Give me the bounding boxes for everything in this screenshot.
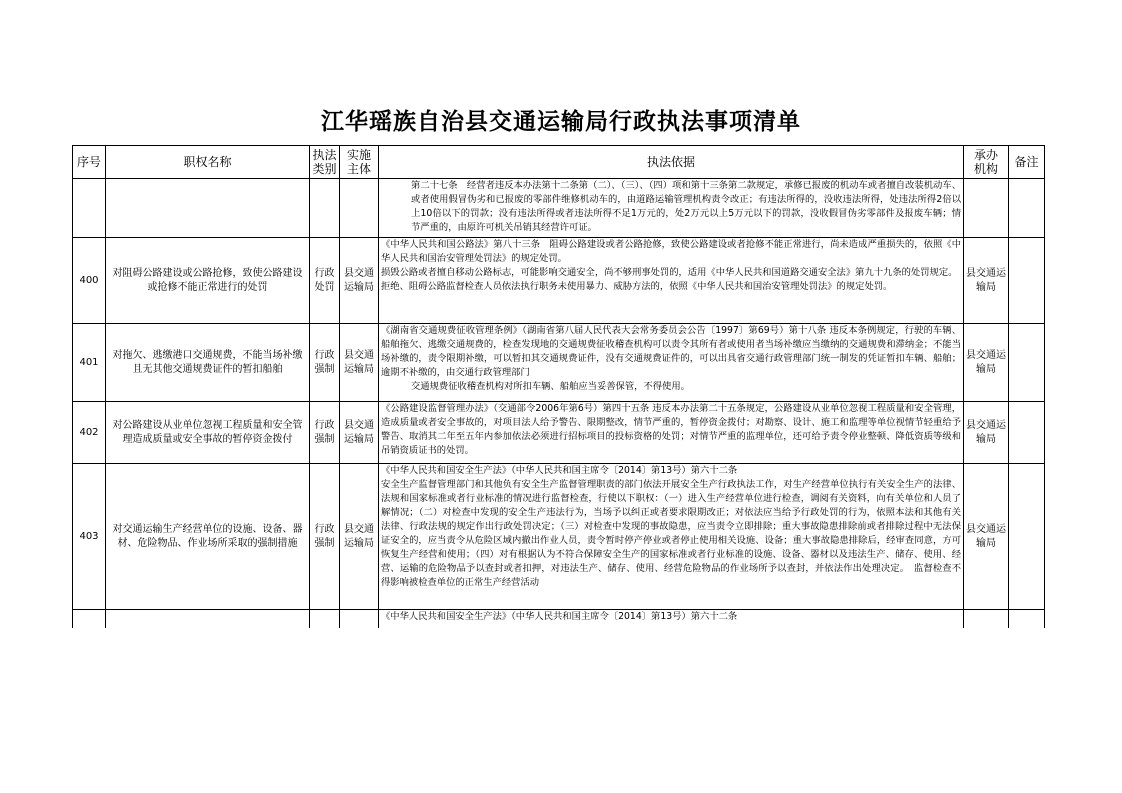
- row-subject: [340, 179, 379, 238]
- row-dept: 县交通运输局: [964, 402, 1009, 464]
- basis-paragraph: 损毁公路或者擅自移动公路标志，可能影响交通安全，尚不够刑事处罚的，适用《中华人民共和国道路交通安全法》第九十九条的处罚规定。: [381, 267, 958, 278]
- row-category: 行政处罚: [310, 238, 340, 324]
- row-basis: [379, 464, 964, 610]
- basis-paragraph: 交通规费征收稽查机构对所扣车辆、船舶应当妥善保管，不得使用。: [411, 381, 690, 392]
- row-note: [1009, 610, 1045, 628]
- table-row: [73, 464, 1045, 610]
- header-category: 执法类别: [310, 146, 340, 179]
- row-dept: 县交通运输局: [964, 238, 1009, 324]
- row-subject: 县交通运输局: [340, 464, 379, 610]
- row-basis: [379, 610, 964, 628]
- row-name: 对公路建设从业单位忽视工程质量和安全管理造成质量或安全事故的暂停资金拨付: [106, 402, 310, 464]
- header-subject: 实施主体: [340, 146, 379, 179]
- header-name: 职权名称: [106, 146, 310, 179]
- row-seq: 403: [73, 464, 106, 610]
- basis-paragraph: 安全生产监督管理部门和其他负有安全生产监督管理职责的部门依法开展安全生产行政执法工作，对生产经营单位执行有关安全生产的法律、法规和国家标准或者行业标准的情况进行监督检查，行使以下职权：（一）进入生产经营单位进行检查，调阅有关资料，向有关单位和人员了解情况；（二）对检查中发现的安全生产违法行为，当场予以纠正或者要求限期改正；对依法应当给予行政处罚的行为，依照本法和其他有关法律、行政法规的规定作出行政处罚决定；（三）对检查中发现的事故隐患，应当责令立即排除；重大事故隐患排除前或者排除过程中无法保证安全的，应当责令从危险区域内撤出作业人员，责令暂时停产停业或者停止使用相关设施、设备；重大事故隐患排除后，经审查同意，方可恢复生产经营和使用；（四）对有根据认为不符合保障安全生产的国家标准或者行业标准的设施、设备、器材以及违法生产、储存、使用、经营、运输的危险物品予以查封或者扣押，对违法生产、储存、使用、经营危险物品的作业场所予以查封，并依法作出处理决定。 监督检查不得影响被检查单位的正常生产经营活动: [381, 479, 961, 588]
- table-row: [73, 179, 1045, 238]
- row-note: [1009, 238, 1045, 324]
- row-category: 行政强制: [310, 402, 340, 464]
- row-basis: [379, 179, 964, 238]
- row-dept: [964, 179, 1009, 238]
- row-category: [310, 610, 340, 628]
- basis-paragraph: 《湖南省交通规费征收管理条例》（湖南省第八届人民代表大会常务委员会公告〔1997〕第69号）第十八条 违反本条例规定，行驶的车辆、船舶拖欠、逃缴交通规费的，检查发现地的交通规费征收稽查机构可以责令其所有者或使用者当场补缴应当缴纳的交通规费和滞纳金；不能当场补缴的，责令限期补缴，可以暂扣其交通规费证件，没有交通规费证件的，可以出具省交通行政管理部门统一制发的凭证暂扣车辆、船舶；逾期不补缴的，由交通行政管理部门: [381, 325, 961, 378]
- table-row: [73, 324, 1045, 402]
- row-note: [1009, 324, 1045, 402]
- row-basis: [379, 238, 964, 324]
- row-name: 对交通运输生产经营单位的设施、设备、器材、危险物品、作业场所采取的强制措施: [106, 464, 310, 610]
- table-row: [73, 238, 1045, 324]
- row-name: 对阻碍公路建设或公路抢修，致使公路建设或抢修不能正常进行的处罚: [106, 238, 310, 324]
- row-basis: [379, 324, 964, 402]
- row-subject: 县交通运输局: [340, 324, 379, 402]
- row-seq: [73, 179, 106, 238]
- row-seq: 400: [73, 238, 106, 324]
- basis-paragraph: 《公路建设监督管理办法》（交通部令2006年第6号）第四十五条 违反本办法第二十五条规定，公路建设从业单位忽视工程质量和安全管理，造成质量或者安全事故的，对项目法人给予警告、限期整改，情节严重的，暂停资金拨付；对勘察、设计、施工和监理等单位视情节轻重给予警告、取消其二年至五年内参加依法必须进行招标项目的投标资格的处罚；对情节严重的监理单位，还可给予责令停业整顿、降低资质等级和吊销资质证书的处罚。: [381, 403, 961, 456]
- header-basis: 执法依据: [379, 146, 964, 179]
- row-basis: [379, 402, 964, 464]
- row-dept: 县交通运输局: [964, 464, 1009, 610]
- basis-paragraph: 第二十七条 经营者违反本办法第十二条第（二）、（三）、（四）项和第十三条第二款规定，承修已报废的机动车或者擅自改装机动车、或者使用假冒伪劣和已报废的零部件维修机动车的，由道路运输管理机构责令改正；有违法所得的，没收违法所得，处违法所得2倍以上10倍以下的罚款；没有违法所得或者违法所得不足1万元的，处2万元以上5万元以下的罚款，没收假冒伪劣零部件及报废车辆；情节严重的，由原许可机关吊销其经营许可证。: [411, 180, 961, 233]
- header-row: [73, 146, 1045, 179]
- row-seq: [73, 610, 106, 628]
- basis-paragraph: 《中华人民共和国公路法》第八十三条 阻碍公路建设或者公路抢修，致使公路建设或者抢修不能正常进行，尚未造成严重损失的，依照《中华人民共和国治安管理处罚法》的规定处罚。: [381, 239, 961, 264]
- header-note: 备注: [1009, 146, 1045, 179]
- basis-paragraph: 《中华人民共和国安全生产法》（中华人民共和国主席令〔2014〕第13号）第六十二条: [381, 465, 738, 476]
- page-title: 江华瑶族自治县交通运输局行政执法事项清单: [321, 108, 801, 135]
- enforcement-table: [72, 145, 1045, 628]
- row-note: [1009, 464, 1045, 610]
- row-name: [106, 610, 310, 628]
- row-category: 行政强制: [310, 464, 340, 610]
- row-category: [310, 179, 340, 238]
- row-note: [1009, 402, 1045, 464]
- row-dept: [964, 610, 1009, 628]
- row-seq: 402: [73, 402, 106, 464]
- row-category: 行政强制: [310, 324, 340, 402]
- row-seq: 401: [73, 324, 106, 402]
- table-row: [73, 610, 1045, 628]
- row-note: [1009, 179, 1045, 238]
- row-subject: 县交通运输局: [340, 402, 379, 464]
- row-subject: 县交通运输局: [340, 238, 379, 324]
- row-name: 对拖欠、逃缴港口交通规费，不能当场补缴且无其他交通规费证件的暂扣船舶: [106, 324, 310, 402]
- table-row: [73, 402, 1045, 464]
- row-dept: 县交通运输局: [964, 324, 1009, 402]
- basis-paragraph: 《中华人民共和国安全生产法》（中华人民共和国主席令〔2014〕第13号）第六十二条: [381, 611, 738, 622]
- row-name: [106, 179, 310, 238]
- basis-paragraph: 拒绝、阻碍公路监督检查人员依法执行职务未使用暴力、威胁方法的，依照《中华人民共和国治安管理处罚法》的规定处罚。: [381, 281, 893, 292]
- row-subject: [340, 610, 379, 628]
- header-dept: 承办机构: [964, 146, 1009, 179]
- header-seq: 序号: [73, 146, 106, 179]
